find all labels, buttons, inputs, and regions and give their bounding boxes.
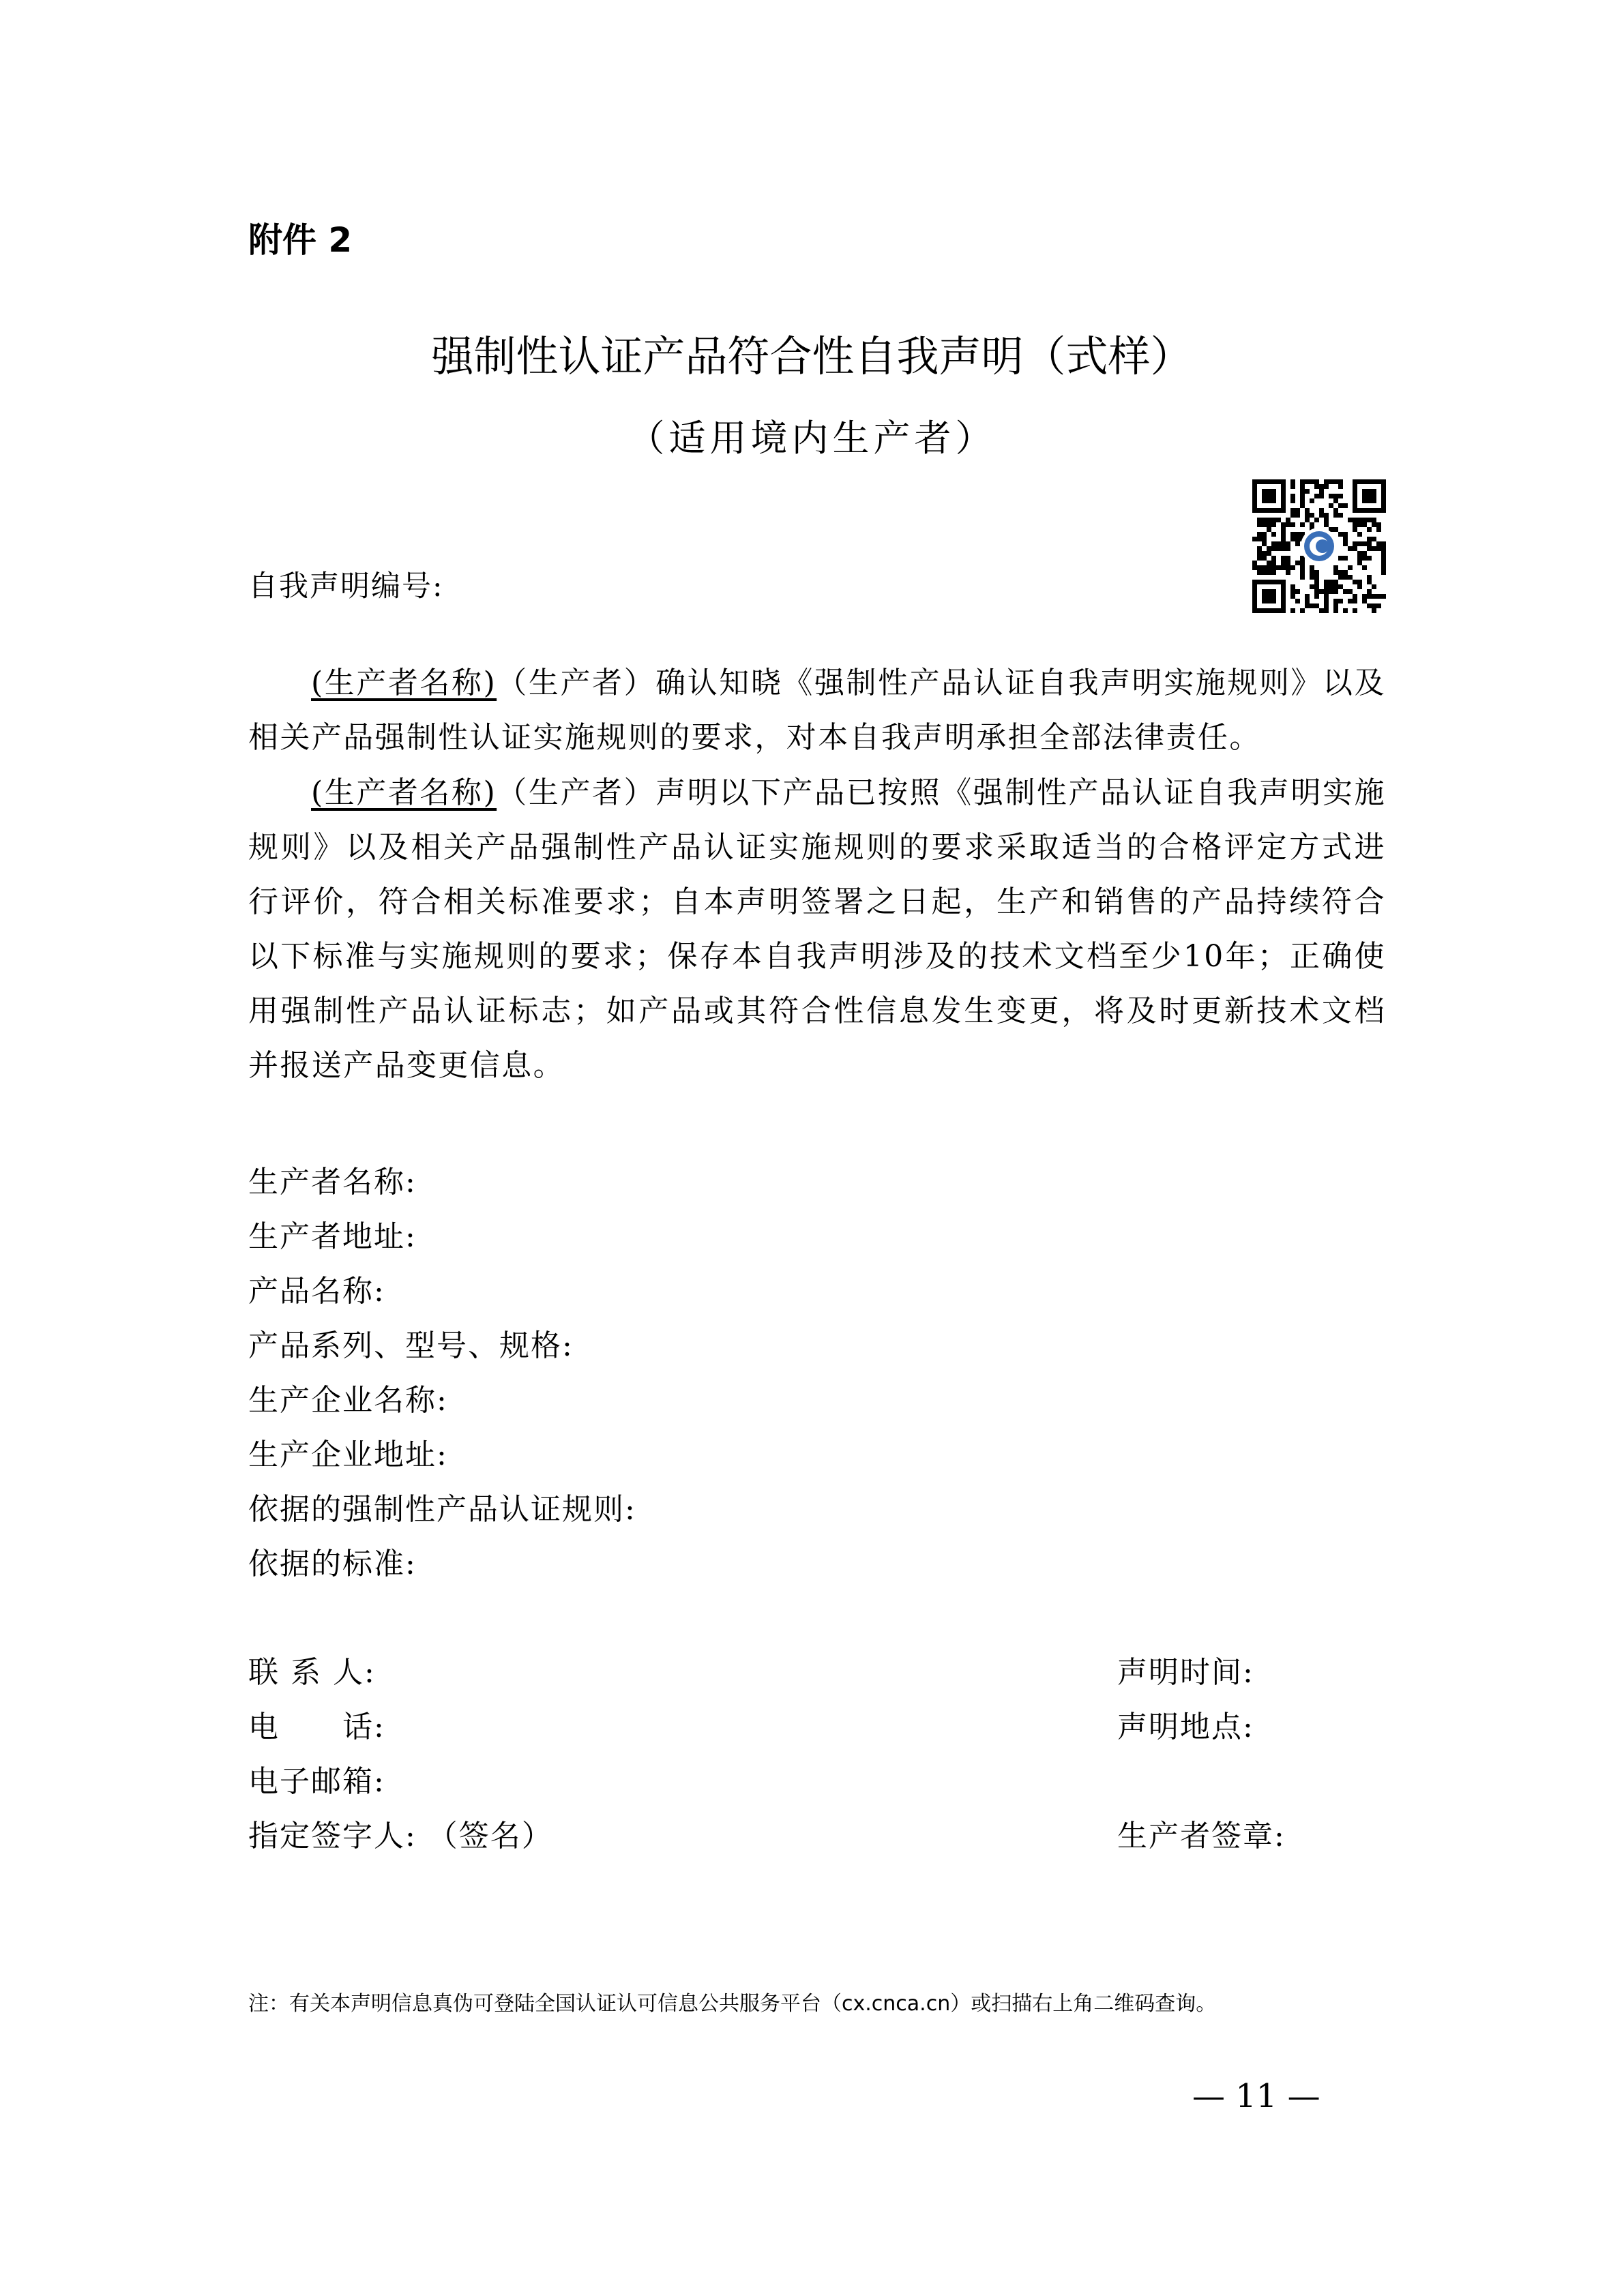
document-title: 强制性认证产品符合性自我声明（式样） xyxy=(431,331,1193,381)
field-product-series-model: 产品系列、型号、规格: xyxy=(248,1328,574,1363)
footnote: 注：有关本声明信息真伪可登陆全国认证认可信息公共服务平台（cx.cnca.cn）或扫描右上角二维码查询。 xyxy=(248,1992,1217,2016)
qr-code[interactable] xyxy=(1252,479,1386,613)
field-producer-address: 生产者地址: xyxy=(248,1219,417,1254)
statement-paragraph-1 xyxy=(248,656,1386,765)
field-email: 电子邮箱: xyxy=(248,1764,385,1799)
field-phone: 电 话: xyxy=(248,1710,385,1744)
field-manufacturer-name: 生产企业名称: xyxy=(248,1383,448,1418)
field-product-name: 产品名称: xyxy=(248,1274,385,1309)
field-certification-rules: 依据的强制性产品认证规则: xyxy=(248,1492,636,1527)
field-declaration-place: 声明地点: xyxy=(1117,1710,1254,1744)
field-standards: 依据的标准: xyxy=(248,1547,417,1581)
document-subtitle: （适用境内生产者） xyxy=(628,417,996,460)
field-declaration-time: 声明时间: xyxy=(1117,1655,1254,1690)
statement-paragraph-2 xyxy=(248,766,1386,1093)
paragraph-text: （生产者）确认知晓《强制性产品认证自我声明实施规则》以及相关产品强制性认证实施规则的要求，对本自我声明承担全部法律责任。 xyxy=(248,666,1386,755)
field-producer-name: 生产者名称: xyxy=(248,1165,417,1199)
producer-name-placeholder: (生产者名称) xyxy=(311,666,497,700)
field-contact-person: 联 系 人: xyxy=(248,1655,376,1690)
declaration-number-label: 自我声明编号: xyxy=(248,569,444,603)
field-designated-signatory: 指定签字人: （签名） xyxy=(248,1819,553,1853)
qr-code-icon xyxy=(1252,479,1386,613)
field-manufacturer-address: 生产企业地址: xyxy=(248,1437,448,1472)
producer-name-placeholder: (生产者名称) xyxy=(311,775,497,810)
paragraph-text: （生产者）声明以下产品已按照《强制性产品认证自我声明实施规则》以及相关产品强制性产品认证实施规则的要求采取适当的合格评定方式进行评价，符合相关标准要求；自本声明签署之日起，生产和销售的产品持续符合以下标准与实施规则的要求；保存本自我声明涉及的技术文档至少10年；正确使用强制性产品认证标志；如产品或其符合性信息发生变更，将及时更新技术文档并报送产品变更信息。 xyxy=(248,775,1386,1083)
field-producer-seal: 生产者签章: xyxy=(1117,1819,1286,1853)
page-number: — 11 — xyxy=(1192,2077,1320,2115)
attachment-label: 附件 2 xyxy=(248,220,353,260)
